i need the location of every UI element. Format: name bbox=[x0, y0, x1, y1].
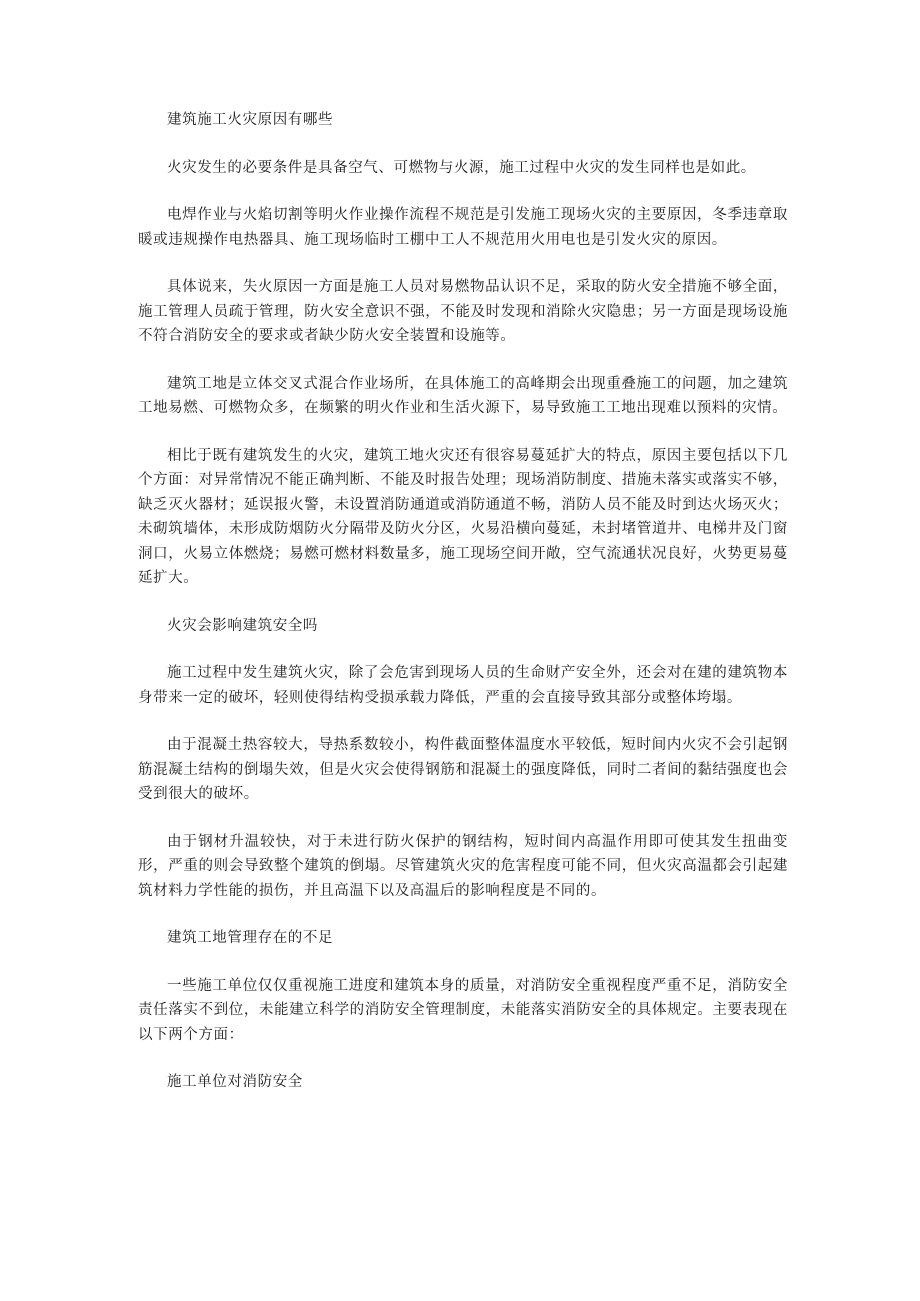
paragraph-fire-conditions: 火灾发生的必要条件是具备空气、可燃物与火源，施工过程中火灾的发生同样也是如此。 bbox=[167, 159, 756, 176]
paragraph-spread-factors: 相比于既有建筑发生的火灾，建筑工地火灾还有很容易蔓延扩大的特点，原因主要包括以下几个方面：对异常情况不能正确判断、不能及时报告处理；现场消防制度、措施未落实或落实不够，缺乏灭火器材；延误报火警，未设置消防通道或消防通道不畅，消防人员不能及时到达火场灭火；未砌筑墙体，未形成防烟防火分隔带及防火分区，火易沿横向蔓延，未封堵管道井、电梯井及门窗洞口，火易立体燃烧；易燃可燃材料数量多，施工现场空间开敞，空气流通状况良好，火势更易蔓延扩大。 bbox=[138, 447, 788, 586]
paragraph-specific-causes: 具体说来，失火原因一方面是施工人员对易燃物品认识不足，采取的防火安全措施不够全面，施工管理人员疏于管理，防火安全意识不强，不能及时发现和消除火灾隐患；另一方面是现场设施不符合消防安全的要求或者缺少防火安全装置和设施等。 bbox=[138, 279, 788, 344]
paragraph-management-issues: 一些施工单位仅仅重视施工进度和建筑本身的质量，对消防安全重视程度严重不足，消防安全责任落实不到位，未能建立科学的消防安全管理制度，未能落实消防安全的具体规定。主要表现在以下两个方面： bbox=[138, 977, 788, 1043]
paragraph-site-characteristics: 建筑工地是立体交叉式混合作业场所，在具体施工的高峰期会出现重叠施工的问题，加之建筑工地易燃、可燃物众多，在频繁的明火作业和生活火源下，易导致施工工地出现难以预料的灾情。 bbox=[138, 375, 788, 416]
section-heading-building-safety: 火灾会影响建筑安全吗 bbox=[167, 617, 318, 634]
section-heading-contractor-safety: 施工单位对消防安全 bbox=[167, 1074, 303, 1090]
paragraph-welding-causes: 电焊作业与火焰切割等明火作业操作流程不规范是引发施工现场火灾的主要原因，冬季违章取暖或违规操作电热器具、施工现场临时工棚中工人不规范用火用电也是引发火灾的原因。 bbox=[138, 207, 788, 248]
document-page bbox=[138, 108, 788, 1118]
section-heading-management-gaps: 建筑工地管理存在的不足 bbox=[167, 930, 334, 946]
section-heading-fire-causes: 建筑施工火灾原因有哪些 bbox=[167, 112, 334, 128]
paragraph-steel-behavior: 由于钢材升温较快，对于未进行防火保护的钢结构，短时间内高温作用即可使其发生扭曲变形，严重的则会导致整个建筑的倒塌。尽管建筑火灾的危害程度可能不同，但火灾高温都会引起建筑材料力学性能的损伤，并且高温下以及高温后的影响程度是不同的。 bbox=[138, 833, 788, 899]
paragraph-concrete-behavior: 由于混凝土热容较大，导热系数较小，构件截面整体温度水平较低，短时间内火灾不会引起钢筋混凝土结构的倒塌失效，但是火灾会使得钢筋和混凝土的强度降低，同时二者间的黏结强度也会受到很大的破坏。 bbox=[138, 737, 788, 802]
paragraph-fire-damage: 施工过程中发生建筑火灾，除了会危害到现场人员的生命财产安全外，还会对在建的建筑物本身带来一定的破坏，轻则使得结构受损承载力降低，严重的会直接导致其部分或整体垮塌。 bbox=[138, 665, 788, 706]
